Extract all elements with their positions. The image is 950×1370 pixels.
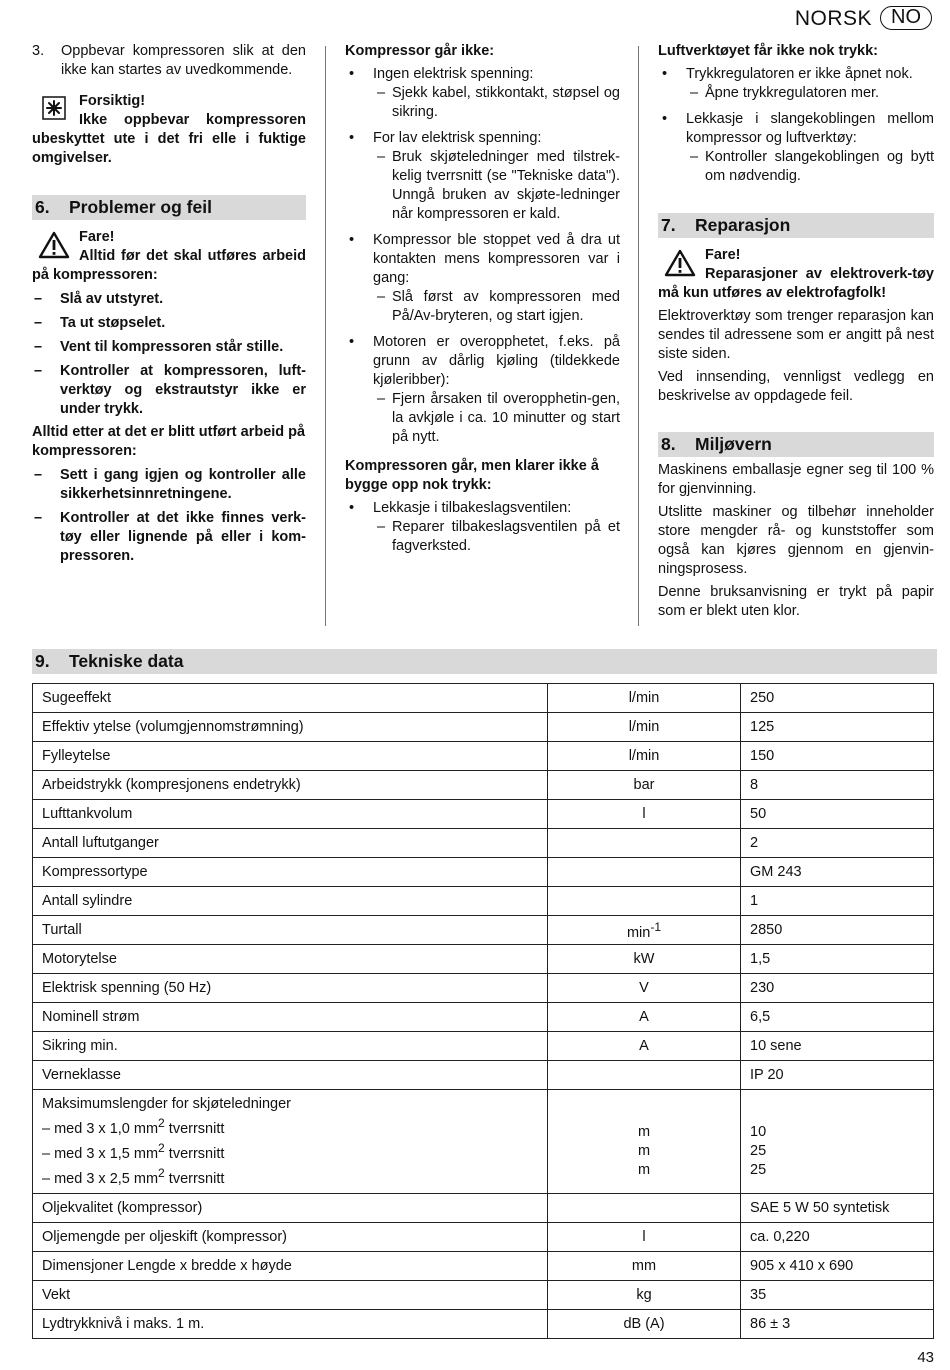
table-cell-label: Elektrisk spenning (50 Hz): [33, 974, 548, 1003]
table-cell-value: 230: [741, 974, 934, 1003]
table-row: [33, 1310, 934, 1339]
table-cell-value: ca. 0,220: [741, 1223, 934, 1252]
danger-title: Fare!: [705, 247, 741, 263]
table-cell-label: Lufttankvolum: [33, 800, 548, 829]
table-cell-value: 150: [741, 742, 934, 771]
warning-triangle-icon: [38, 231, 70, 265]
table-cell-value: 86 ± 3: [741, 1310, 934, 1339]
danger-text: Reparasjoner av elektroverk-tøy må kun utføres av elektrofagfolk!: [658, 266, 934, 301]
table-row: [33, 742, 934, 771]
table-cell-label: Sugeeffekt: [33, 684, 548, 713]
caution-icon: [42, 96, 66, 126]
table-row: [33, 1223, 934, 1252]
table-cell-label: Sikring min.: [33, 1032, 548, 1061]
paragraph: Maskinens emballasje egner seg til 100 % for gjenvinning.: [658, 462, 934, 497]
table-row: [33, 800, 934, 829]
table-cell-unit: l: [548, 800, 741, 829]
section-heading-8: [658, 432, 934, 457]
danger-text: Alltid før det skal utføres arbeid på kompressoren:: [32, 248, 306, 283]
table-cell-value: 10 sene: [741, 1032, 934, 1061]
section-title: Reparasjon: [695, 215, 791, 235]
subheading: Kompressor går ikke:: [345, 43, 495, 59]
language-header: [795, 6, 932, 30]
table-cell-label: Antall luftutganger: [33, 829, 548, 858]
section-title: Tekniske data: [69, 651, 184, 671]
section-title: Problemer og feil: [69, 197, 212, 217]
table-row: [33, 1090, 934, 1194]
item-number: 3.: [32, 43, 45, 59]
section-heading-7: [658, 213, 934, 238]
table-cell-label: Effektiv ytelse (volumgjennomstrømning): [33, 713, 548, 742]
table-row: [33, 916, 934, 945]
table-cell-unit: [548, 1061, 741, 1090]
section-heading-6: [32, 195, 306, 220]
list-item: • Kompressor ble stoppet ved å dra ut kontakten mens kompressoren var i gang: – Slå først av kompressoren med På/Av-bryteren, og start igjen.: [349, 232, 620, 324]
table-cell-unit: l/min: [548, 742, 741, 771]
table-row: [33, 1281, 934, 1310]
list-item: – Sett i gang igjen og kontroller alle sikkerhetsinnretningene.: [34, 467, 306, 502]
table-row: [33, 1252, 934, 1281]
table-cell-unit: V: [548, 974, 741, 1003]
caution-notice: [32, 92, 306, 168]
table-cell-value: 50: [741, 800, 934, 829]
table-cell-label: Lydtrykknivå i maks. 1 m.: [33, 1310, 548, 1339]
table-cell-label: Vekt: [33, 1281, 548, 1310]
table-cell-value: 1: [741, 887, 934, 916]
table-cell-unit: dB (A): [548, 1310, 741, 1339]
table-cell-unit: [548, 829, 741, 858]
table-cell-label: Turtall: [33, 916, 548, 945]
table-cell-value: SAE 5 W 50 syntetisk: [741, 1194, 934, 1223]
danger-notice: [32, 228, 306, 285]
table-cell-value: 6,5: [741, 1003, 934, 1032]
list-item: • Trykkregulatoren er ikke åpnet nok. – Åpne trykkregulatoren mer.: [662, 66, 913, 101]
section-number: 8.: [661, 434, 676, 454]
table-cell-value: IP 20: [741, 1061, 934, 1090]
list-item: – Ta ut støpselet.: [34, 315, 166, 331]
table-row: [33, 684, 934, 713]
table-row: [33, 713, 934, 742]
table-cell-unit: $\min^{-1}$: [548, 916, 741, 945]
table-cell-value: 35: [741, 1281, 934, 1310]
list-item: – Vent til kompressoren står stille.: [34, 339, 284, 355]
table-row: [33, 1003, 934, 1032]
list-item: – Kontroller at det ikke finnes verk-tøy eller lignende på eller i kom-pressoren.: [34, 510, 306, 564]
paragraph: Ved innsending, vennligst vedlegg en beskrivelse av oppdagede feil.: [658, 369, 934, 404]
list-item: • Lekkasje i slangekoblingen mellom kompressor og luftverktøy: – Kontroller slangekoblingen og bytt om nødvendig.: [662, 111, 934, 184]
list-item: – Slå av utstyret.: [34, 291, 164, 307]
table-cell-value: 2850: [741, 916, 934, 945]
table-cell-unit: [548, 858, 741, 887]
section-title: Miljøvern: [695, 434, 772, 454]
column-1: [32, 42, 306, 566]
column-divider: [638, 46, 639, 626]
table-cell-value: 250: [741, 684, 934, 713]
table-cell-label: Maksimumslengder for skjøteledninger – med 3 x 1,0 $mm^2$ tverrsnitt – med 3 x 1,5 $mm^2$ tverrsnitt – med 3 x 2,5 $mm^2$ tverrsnitt: [33, 1090, 548, 1194]
table-cell-label: Motorytelse: [33, 945, 548, 974]
danger-notice: [658, 246, 934, 303]
table-cell-value: 2: [741, 829, 934, 858]
table-cell-value: 905 x 410 x 690: [741, 1252, 934, 1281]
after-work-intro: Alltid etter at det er blitt utført arbeid på kompressoren:: [32, 424, 306, 459]
table-cell-unit: bar: [548, 771, 741, 800]
paragraph: Elektroverktøy som trenger reparasjon kan sendes til adressene som er angitt på nest siste siden.: [658, 308, 934, 362]
table-cell-value: 8: [741, 771, 934, 800]
caution-title: Forsiktig!: [79, 93, 146, 109]
paragraph: Denne bruksanvisning er trykt på papir som er blekt uten klor.: [658, 584, 934, 619]
table-cell-value: 10 25 25: [741, 1090, 934, 1194]
section-heading-9: [32, 649, 937, 674]
list-item: – Kontroller at kompressoren, luft-verktøy og ekstrautstyr ikke er under trykk.: [34, 363, 306, 417]
table-cell-unit: A: [548, 1003, 741, 1032]
table-cell-label: Arbeidstrykk (kompresjonens endetrykk): [33, 771, 548, 800]
table-cell-value: GM 243: [741, 858, 934, 887]
table-cell-unit: [548, 1194, 741, 1223]
language-name: NORSK: [794, 6, 872, 30]
section-number: 7.: [661, 215, 676, 235]
subheading: Kompressoren går, men klarer ikke å bygge opp nok trykk:: [345, 458, 599, 493]
table-cell-label: Nominell strøm: [33, 1003, 548, 1032]
table-cell-unit: A: [548, 1032, 741, 1061]
numbered-item: [32, 42, 306, 80]
danger-title: Fare!: [79, 229, 115, 245]
table-row: [33, 858, 934, 887]
table-cell-unit: l: [548, 1223, 741, 1252]
page-number: 43: [917, 1349, 934, 1366]
list-item: • Lekkasje i tilbakeslagsventilen: – Reparer tilbakeslagsventilen på et fagverksted.: [349, 500, 620, 554]
column-2: [345, 42, 620, 556]
paragraph: Utslitte maskiner og tilbehør inneholder store mengder rå- og kunststoffer som også kan kjøres gjennom en gjenvin-ningsprosess.: [658, 504, 934, 577]
subheading: Luftverktøyet får ikke nok trykk:: [658, 43, 878, 59]
language-code-badge: NO: [880, 6, 932, 30]
table-cell-unit: kg: [548, 1281, 741, 1310]
table-cell-unit: l/min: [548, 684, 741, 713]
technical-data-table: [32, 683, 934, 1339]
table-cell-label: Fylleytelse: [33, 742, 548, 771]
table-row: [33, 829, 934, 858]
table-cell-value: 125: [741, 713, 934, 742]
section-number: 9.: [35, 651, 50, 671]
section-number: 6.: [35, 197, 50, 217]
table-cell-label: Kompressortype: [33, 858, 548, 887]
column-divider: [325, 46, 326, 626]
table-cell-unit: m m m: [548, 1090, 741, 1194]
table-cell-label: Oljemengde per oljeskift (kompressor): [33, 1223, 548, 1252]
table-row: [33, 974, 934, 1003]
table-cell-label: Oljekvalitet (kompressor): [33, 1194, 548, 1223]
table-cell-unit: [548, 887, 741, 916]
table-row: [33, 1061, 934, 1090]
table-cell-label: Antall sylindre: [33, 887, 548, 916]
list-item: • Ingen elektrisk spenning: – Sjekk kabel, stikkontakt, støpsel og sikring.: [349, 66, 620, 120]
warning-triangle-icon: [664, 249, 696, 283]
table-cell-unit: kW: [548, 945, 741, 974]
table-cell-unit: l/min: [548, 713, 741, 742]
item-text: Oppbevar kompressoren slik at den ikke kan startes av uvedkommende.: [61, 43, 306, 78]
table-cell-value: 1,5: [741, 945, 934, 974]
table-cell-label: Verneklasse: [33, 1061, 548, 1090]
table-row: [33, 945, 934, 974]
table-row: [33, 771, 934, 800]
table-cell-label: Dimensjoner Lengde x bredde x høyde: [33, 1252, 548, 1281]
list-item: • For lav elektrisk spenning: – Bruk skjøteledninger med tilstrek-kelig tverrsnitt (se "Tekniske data"). Unngå bruken av skjøte-ledninger når kompressoren er kald.: [349, 130, 620, 222]
table-row: [33, 1194, 934, 1223]
table-row: [33, 1032, 934, 1061]
list-item: • Motoren er overopphetet, f.eks. på grunn av dårlig kjøling (tildekkede kjøleribber): – Fjern årsaken til overopphetin-gen, la avkjøle i ca. 10 minutter og start på nytt.: [349, 334, 620, 445]
column-3: [658, 42, 934, 625]
caution-text: Ikke oppbevar kompressoren ubeskyttet ute i det fri elle i fuktige omgivelser.: [32, 112, 306, 166]
table-row: [33, 887, 934, 916]
table-cell-unit: mm: [548, 1252, 741, 1281]
